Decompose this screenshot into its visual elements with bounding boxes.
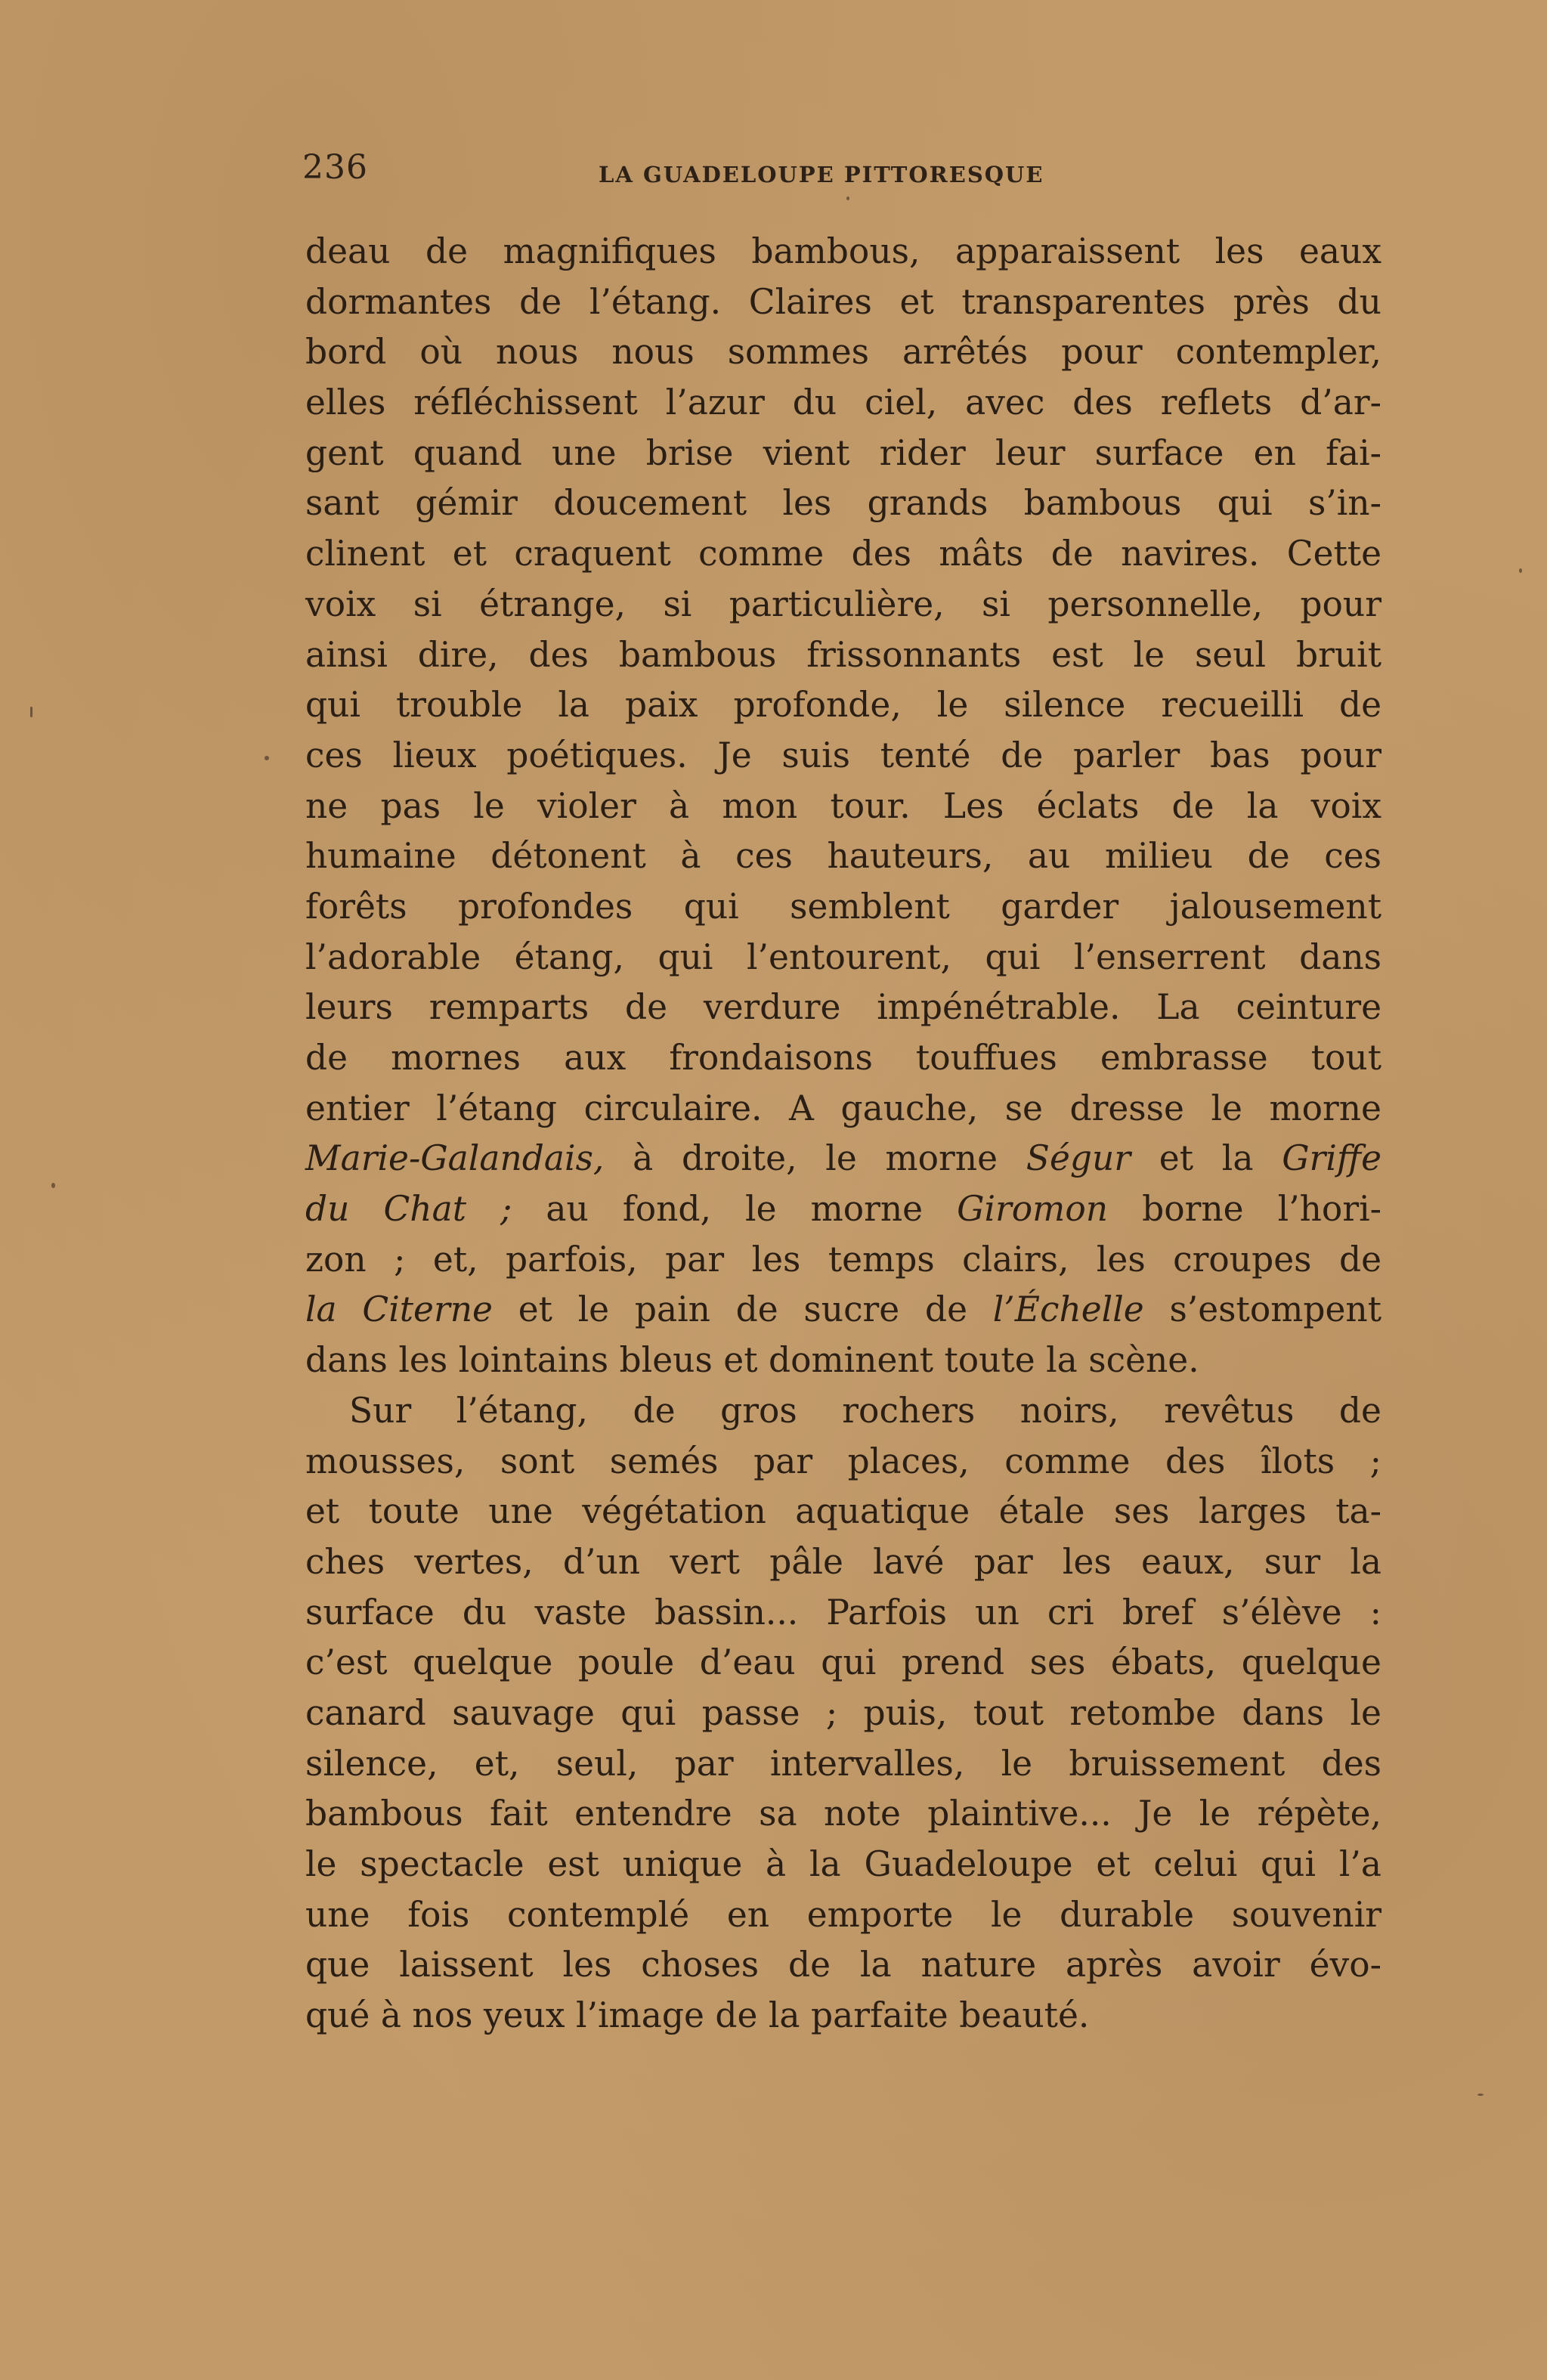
text-line: canard sauvage qui passe ; puis, tout retombe dans le	[305, 1692, 1381, 1733]
text-line	[305, 1285, 1381, 1335]
text-fragment: à droite, le morne	[604, 1138, 1026, 1179]
body-text	[305, 227, 1381, 2041]
place-name-italic: Marie-Galandais,	[305, 1138, 605, 1179]
page-header	[302, 148, 1087, 193]
place-name-italic: la Citerne	[305, 1289, 493, 1330]
text-line: bambous fait entendre sa note plaintive... Je le répète,	[305, 1794, 1381, 1834]
text-line: elles réfléchissent l’azur du ciel, avec des reflets d’ar-	[305, 382, 1381, 423]
text-line: ches vertes, d’un vert pâle lavé par les eaux, sur la	[305, 1541, 1381, 1582]
text-line: entier l’étang circulaire. A gauche, se dresse le morne	[305, 1088, 1381, 1128]
text-line: clinent et craquent comme des mâts de navires. Cette	[305, 534, 1381, 574]
place-name-italic: du Chat ;	[305, 1189, 512, 1230]
text-line	[305, 1184, 1381, 1235]
paper-speck	[1477, 2094, 1484, 2096]
text-line: sant gémir doucement les grands bambous qui s’in-	[305, 483, 1381, 524]
paper-speck	[30, 707, 32, 717]
text-line: voix si étrange, si particulière, si personnelle, pour	[305, 583, 1381, 624]
text-line: deau de magnifiques bambous, apparaissent les eaux	[305, 231, 1381, 271]
text-line: dormantes de l’étang. Claires et transparentes près du	[305, 281, 1381, 322]
place-name-italic: Ségur	[1026, 1138, 1131, 1179]
text-line: ainsi dire, des bambous frissonnants est le seul bruit	[305, 634, 1381, 675]
paper-speck	[1519, 568, 1522, 573]
text-line: le spectacle est unique à la Guadeloupe et celui qui l’a	[305, 1844, 1381, 1884]
text-line: qué à nos yeux l’image de la parfaite beauté.	[305, 1995, 1090, 2036]
text-line: leurs remparts de verdure impénétrable. La ceinture	[305, 987, 1381, 1028]
text-fragment: et le pain de sucre de	[492, 1289, 993, 1330]
text-line: l’adorable étang, qui l’entourent, qui l’enserrent dans	[305, 936, 1381, 977]
text-fragment: au fond, le morne	[512, 1189, 958, 1230]
place-name-italic: Giromon	[957, 1189, 1109, 1230]
text-line	[305, 1134, 1381, 1184]
text-line: ne pas le violer à mon tour. Les éclats de la voix	[305, 785, 1381, 826]
paper-speck	[265, 756, 269, 760]
page-number: 236	[302, 148, 368, 187]
text-line: dans les lointains bleus et dominent toute la scène.	[305, 1340, 1199, 1381]
text-line: une fois contemplé en emporte le durable souvenir	[305, 1894, 1381, 1935]
text-line: surface du vaste bassin... Parfois un cri bref s’élève :	[305, 1592, 1381, 1633]
text-line: mousses, sont semés par places, comme des îlots ;	[305, 1441, 1381, 1481]
text-line: silence, et, seul, par intervalles, le bruissement des	[305, 1743, 1381, 1784]
text-line: bord où nous nous sommes arrêtés pour contempler,	[305, 332, 1381, 373]
paper-speck	[51, 1183, 55, 1188]
place-name-italic: l’Échelle	[992, 1289, 1144, 1330]
text-line: Sur l’étang, de gros rochers noirs, revêtus de	[349, 1390, 1381, 1431]
text-line: forêts profondes qui semblent garder jalousement	[305, 886, 1381, 927]
place-name-italic: Griffe	[1282, 1138, 1382, 1179]
text-line: que laissent les choses de la nature après avoir évo-	[305, 1945, 1381, 1985]
running-title: LA GUADELOUPE PITTORESQUE	[599, 162, 1044, 187]
text-fragment: et la	[1131, 1138, 1282, 1179]
text-line: ces lieux poétiques. Je suis tenté de parler bas pour	[305, 735, 1381, 775]
paper-speck	[846, 197, 849, 200]
paragraph-1	[305, 227, 1381, 1386]
text-line: qui trouble la paix profonde, le silence recueilli de	[305, 685, 1381, 726]
text-fragment: borne l’hori-	[1108, 1189, 1381, 1230]
text-line: zon ; et, parfois, par les temps clairs, les croupes de	[305, 1239, 1381, 1280]
text-line: c’est quelque poule d’eau qui prend ses ébats, quelque	[305, 1642, 1381, 1683]
paragraph-2	[305, 1386, 1381, 2041]
text-line: et toute une végétation aquatique étale ses larges ta-	[305, 1491, 1381, 1532]
text-fragment: s’estompent	[1143, 1289, 1381, 1330]
text-line: gent quand une brise vient rider leur surface en fai-	[305, 432, 1381, 473]
text-line: de mornes aux frondaisons touffues embrasse tout	[305, 1038, 1381, 1078]
text-line: humaine détonent à ces hauteurs, au milieu de ces	[305, 836, 1381, 877]
